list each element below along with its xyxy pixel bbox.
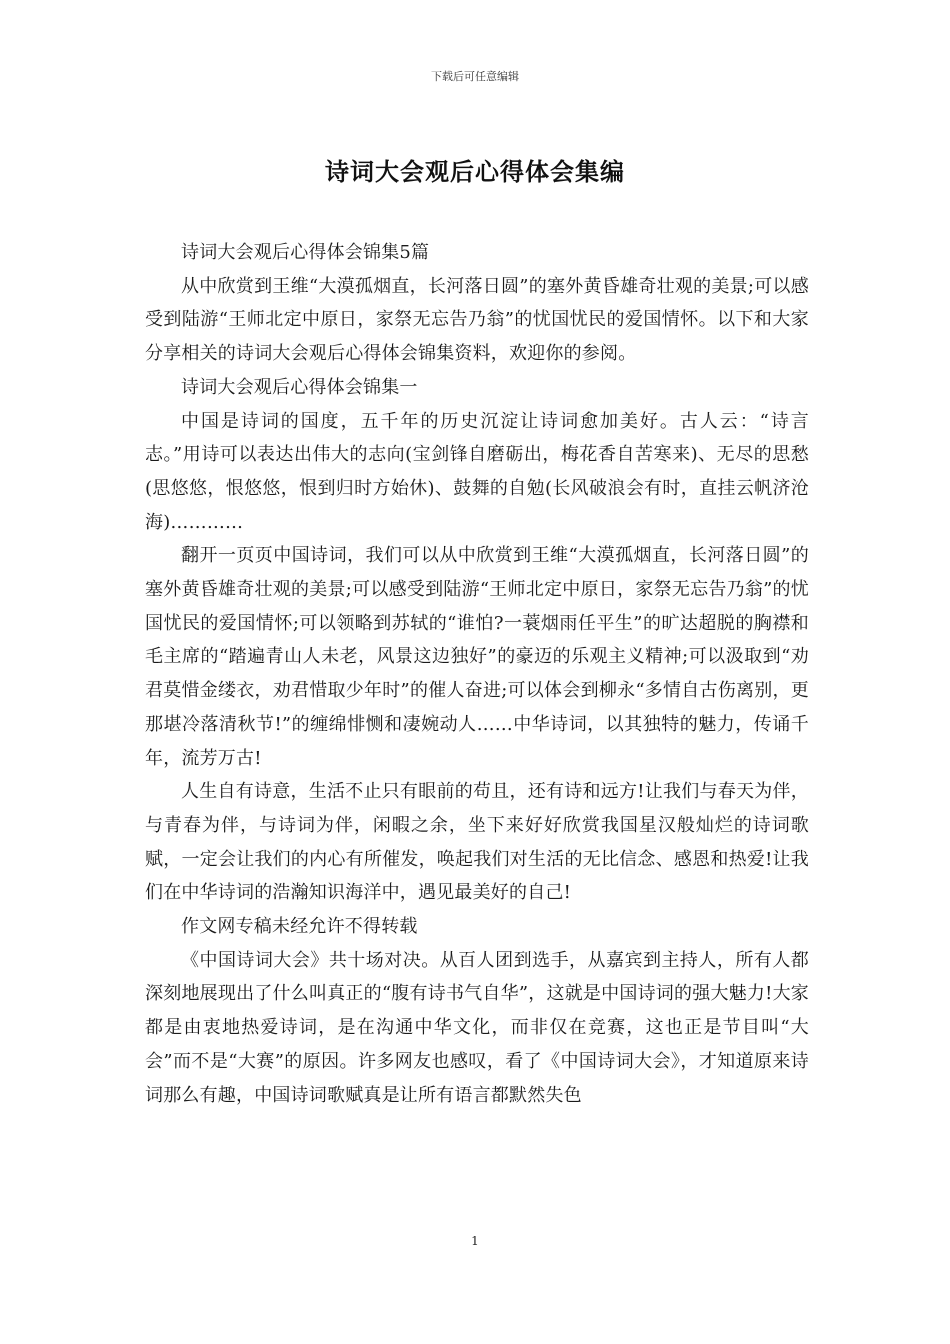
document-body	[145, 236, 809, 1112]
paragraph: 《中国诗词大会》共十场对决。从百人团到选手，从嘉宾到主持人，所有人都深刻地展现出了什么叫真正的“腹有诗书气自华”，这就是中国诗词的强大魅力!大家都是由衷地热爱诗词，是在沟通中华文化，而非仅在竞赛，这也正是节目叫“大会”而不是“大赛”的原因。许多网友也感叹，看了《中国诗词大会》，才知道原来诗词那么有趣，中国诗词歌赋真是让所有语言都默然失色	[145, 949, 809, 1106]
page-number: 1	[471, 1234, 479, 1248]
document-title: 诗词大会观后心得体会集编	[325, 158, 625, 186]
paragraph-intro-heading: 诗词大会观后心得体会锦集5篇	[181, 242, 430, 263]
header-note: 下载后可任意编辑	[431, 70, 519, 83]
paragraph-intro: 从中欣赏到王维“大漠孤烟直，长河落日圆”的塞外黄昏雄奇壮观的美景;可以感受到陆游“王师北定中原日，家祭无忘告乃翁”的忧国忧民的爱国情怀。以下和大家分享相关的诗词大会观后心得体会锦集资料，欢迎你的参阅。	[145, 275, 809, 365]
paragraph: 翻开一页页中国诗词，我们可以从中欣赏到王维“大漠孤烟直，长河落日圆”的塞外黄昏雄奇壮观的美景;可以感受到陆游“王师北定中原日，家祭无忘告乃翁”的忧国忧民的爱国情怀;可以领略到苏轼的“谁怕?一蓑烟雨任平生”的旷达超脱的胸襟和毛主席的“踏遍青山人未老，风景这边独好”的豪迈的乐观主义精神;可以汲取到“劝君莫惜金缕衣，劝君惜取少年时”的催人奋进;可以体会到柳永“多情自古伤离别，更那堪冷落清秋节!”的缠绵悱恻和凄婉动人……中华诗词，以其独特的魅力，传诵千年，流芳万古!	[145, 545, 809, 769]
paragraph: 人生自有诗意，生活不止只有眼前的苟且，还有诗和远方!让我们与春天为伴，与青春为伴，与诗词为伴，闲暇之余，坐下来好好欣赏我国星汉般灿烂的诗词歌赋，一定会让我们的内心有所催发，唤起我们对生活的无比信念、感恩和热爱!让我们在中华诗词的浩瀚知识海洋中，遇见最美好的自己!	[145, 781, 809, 904]
paragraph: 中国是诗词的国度，五千年的历史沉淀让诗词愈加美好。古人云：“诗言志。”用诗可以表达出伟大的志向(宝剑锋自磨砺出，梅花香自苦寒来)、无尽的思愁(思悠悠，恨悠悠，恨到归时方始休)、鼓舞的自勉(长风破浪会有时，直挂云帆济沧海)…………	[145, 410, 809, 533]
copyright-note: 作文网专稿未经允许不得转载	[181, 916, 418, 938]
section-heading-one: 诗词大会观后心得体会锦集一	[181, 376, 418, 398]
